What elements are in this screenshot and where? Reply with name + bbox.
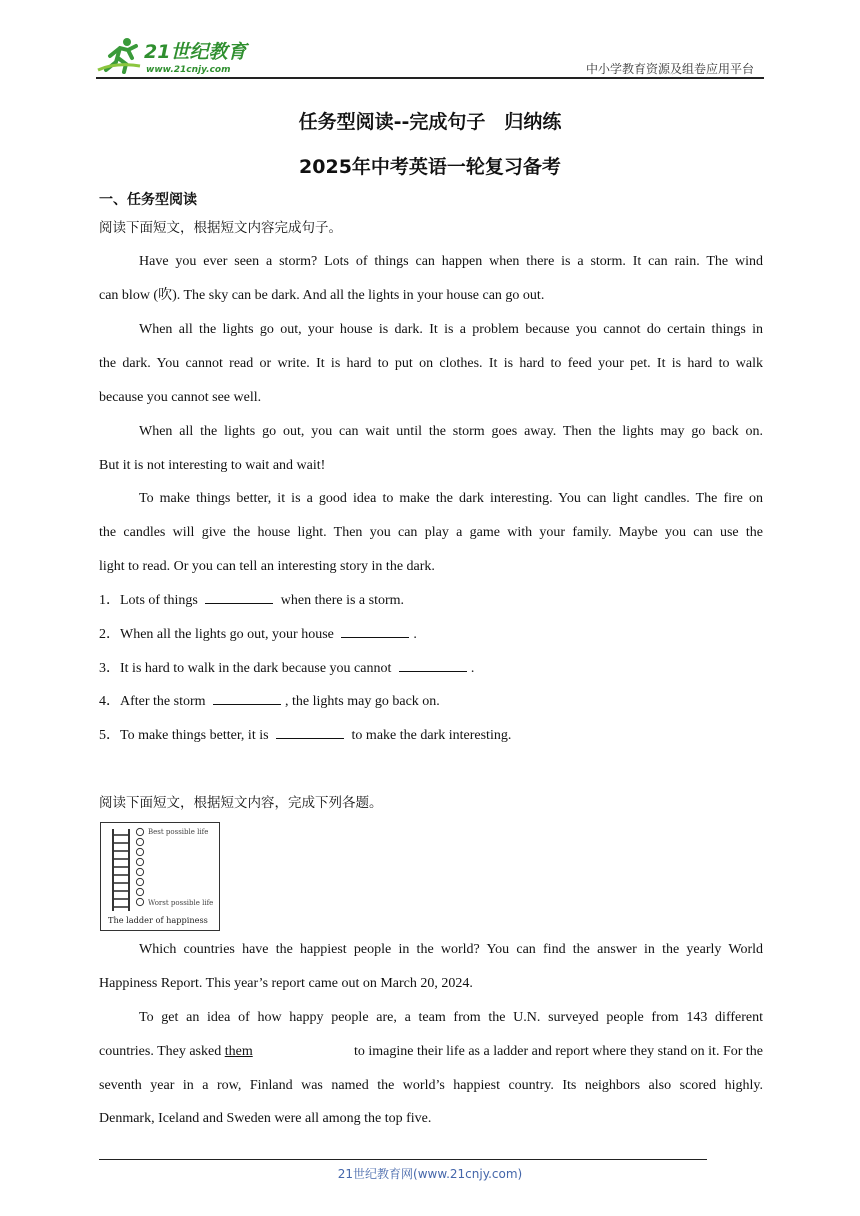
question-1: 1．Lots of things when there is a storm.	[99, 593, 405, 608]
passage-line: can blow (吹). The sky can be dark. And all the lights in your house can go out.	[99, 288, 545, 303]
answer-blank[interactable]	[213, 692, 281, 705]
instruction-text: 阅读下面短文，根据短文内容，完成下列各题。	[99, 795, 383, 811]
answer-blank[interactable]	[276, 726, 344, 739]
question-3: 3．It is hard to walk in the dark because you cannot .	[99, 661, 475, 676]
answer-blank[interactable]	[341, 625, 409, 638]
site-logo	[96, 36, 266, 76]
svg-text:Worst possible life: Worst possible life	[148, 899, 214, 907]
passage-line: light to read. Or you can tell an interesting story in the dark.	[99, 559, 435, 574]
passage-line: To make things better, it is a good idea to make the dark interesting. You can light candles. The fire on	[139, 491, 763, 506]
passage-line: When all the lights go out, your house is dark. It is a problem because you cannot do certain things in	[139, 322, 763, 337]
section-heading: 一、任务型阅读	[99, 192, 197, 208]
ladder-of-happiness-image	[100, 822, 220, 931]
footer-text: 21世纪教育网(www.21cnjy.com)	[337, 1167, 523, 1181]
passage-line: But it is not interesting to wait and wait!	[99, 458, 326, 473]
question-5: 5．To make things better, it is to make the dark interesting.	[99, 728, 512, 743]
passage-line: Which countries have the happiest people in the world? You can find the answer in the yearly World	[139, 942, 763, 957]
header-platform-text: 中小学教育资源及组卷应用平台	[585, 62, 754, 76]
svg-text:21世纪教育: 21世纪教育	[144, 41, 247, 63]
passage-line: Denmark, Iceland and Sweden were all among the top five.	[99, 1111, 432, 1126]
svg-text:www.21cnjy.com: www.21cnjy.com	[146, 65, 231, 75]
passage-line: the candles will give the house light. Then you can play a game with your family. Maybe you can use the	[99, 525, 763, 540]
question-4: 4．After the storm , the lights may go back on.	[99, 694, 440, 709]
passage-line: To get an idea of how happy people are, a team from the U.N. surveyed people from 143 different	[139, 1010, 763, 1025]
instruction-text: 阅读下面短文，根据短文内容完成句子。	[99, 220, 342, 236]
passage-line: Have you ever seen a storm? Lots of things can happen when there is a storm. It can rain. The wind	[139, 254, 763, 269]
underlined-word: them	[224, 1044, 253, 1059]
passage-line: because you cannot see well.	[99, 390, 262, 405]
passage-line: Happiness Report. This year’s report came out on March 20, 2024.	[99, 976, 473, 991]
page-subtitle: 2025年中考英语一轮复习备考	[299, 156, 561, 178]
page-header	[96, 36, 764, 80]
passage-line: When all the lights go out, you can wait until the storm goes away. Then the lights may go back on.	[139, 424, 763, 439]
passage-line: seventh year in a row, Finland was named the world’s happiest country. Its neighbors also scored highly.	[99, 1078, 763, 1093]
svg-text:The ladder of happiness: The ladder of happiness	[108, 915, 208, 925]
question-2: 2．When all the lights go out, your house .	[99, 627, 417, 642]
header-divider	[96, 77, 764, 79]
passage-line: countries. They asked them to imagine their life as a ladder and report where they stand on it. For the	[99, 1044, 763, 1059]
footer-divider	[99, 1159, 707, 1160]
page-title: 任务型阅读--完成句子 归纳练	[298, 111, 562, 133]
svg-text:Best possible life: Best possible life	[148, 828, 209, 836]
passage-line: the dark. You cannot read or write. It is hard to put on clothes. It is hard to feed your pet. It is hard to walk	[99, 356, 763, 371]
answer-blank[interactable]	[399, 659, 467, 672]
answer-blank[interactable]	[205, 591, 273, 604]
